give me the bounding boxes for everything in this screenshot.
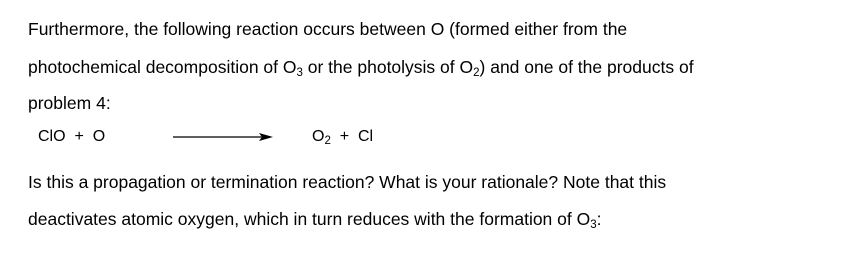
- paragraph-text: ) and one of the products of: [479, 57, 694, 77]
- paragraph-text: Furthermore, the following reaction occurs between O (formed either from the: [28, 19, 628, 39]
- paragraph-text: photochemical decomposition of O: [28, 57, 297, 77]
- subscript: 3: [296, 67, 303, 79]
- reactant-o: O: [92, 128, 106, 145]
- equation-products: [312, 126, 373, 148]
- question-line-2: [28, 208, 602, 230]
- subscript: 3: [590, 219, 597, 231]
- question-text: Is this a propagation or termination reaction? What is your rationale? Note that this: [28, 172, 667, 192]
- plus-sign: +: [74, 128, 84, 145]
- question-text: :: [596, 209, 602, 229]
- question-text: deactivates atomic oxygen, which in turn reduces with the formation of O: [28, 209, 591, 229]
- paragraph-line-3: [28, 92, 111, 114]
- subscript: 2: [473, 67, 480, 79]
- equation-reactants: [38, 126, 105, 148]
- paragraph-text: problem 4:: [28, 93, 111, 113]
- paragraph-text: or the photolysis of O: [302, 57, 474, 77]
- product-o2: $O_2$: [312, 128, 331, 147]
- reaction-arrow-icon: [173, 130, 273, 144]
- subscript: 2: [324, 135, 331, 147]
- paragraph-line-2: [28, 56, 694, 78]
- plus-sign: +: [339, 128, 350, 145]
- paragraph-line-1: [28, 18, 627, 40]
- reactant-clo: ClO: [38, 128, 66, 145]
- product-cl: Cl: [357, 128, 374, 145]
- question-line-1: [28, 171, 666, 193]
